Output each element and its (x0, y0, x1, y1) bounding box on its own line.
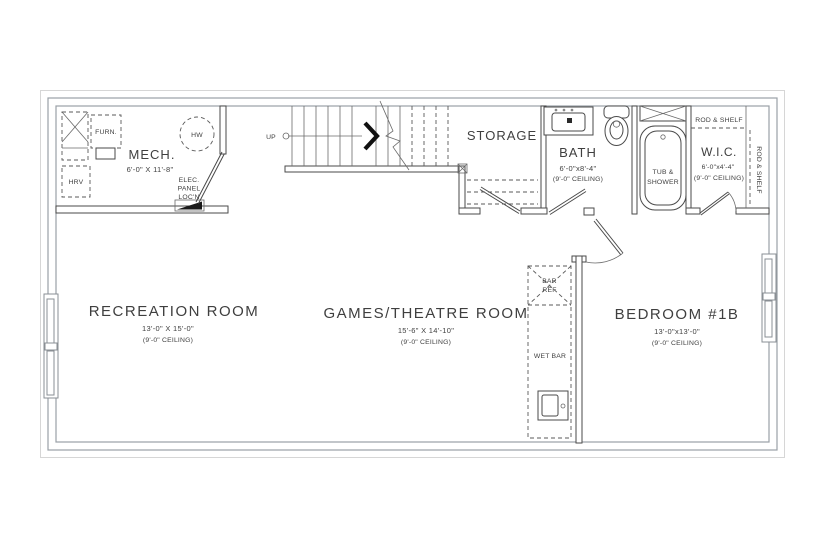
bedroom-dims: 13'-0"x13'-0" (654, 327, 700, 336)
mech-bottom-wall (56, 206, 228, 213)
wic-bottom-wall-left (686, 208, 700, 214)
storage-bottom-wall (459, 208, 480, 214)
hrv-label: HRV (68, 179, 84, 186)
storage-name: STORAGE (466, 128, 538, 143)
tub-wic-wall (686, 106, 691, 214)
bath-door (549, 189, 586, 215)
stair-break-line (380, 101, 409, 170)
bedroom-door-swing (586, 253, 623, 263)
mech-right-wall (220, 106, 226, 154)
staircase (266, 101, 448, 170)
window-left (44, 294, 58, 398)
stair-treads-hidden (412, 106, 448, 166)
tub-shower (640, 106, 686, 210)
bath-name: BATH (559, 145, 597, 160)
bar-ref-label-1: BAR (542, 278, 557, 285)
stair-direction-arrow (365, 123, 377, 149)
vanity-sink (544, 107, 593, 135)
elec-panel-label-2: PANEL (177, 185, 201, 193)
elec-panel-label-1: ELEC. (178, 177, 200, 184)
mech-dims: 6'-0" X 11'-8" (126, 165, 174, 174)
wic-name: W.I.C. (701, 145, 737, 159)
storage-door (480, 187, 520, 214)
games-ceiling: (9'-0" CEILING) (400, 339, 452, 346)
bar-ref-label-2: REF (542, 287, 557, 294)
elec-panel-label-3: LOC'N (178, 194, 200, 201)
stairs-up-label: UP (266, 134, 276, 141)
mech-room-label (127, 147, 176, 174)
toilet (604, 106, 629, 146)
wic-door-swing (728, 192, 736, 211)
bedroom-ceiling: (9'-0" CEILING) (651, 340, 703, 347)
wet-bar-label: WET BAR (533, 353, 567, 360)
recreation-room-label (89, 303, 260, 344)
stair-bottom-wall (285, 166, 462, 172)
recreation-name: RECREATION ROOM (88, 303, 260, 320)
bath-label (553, 145, 603, 183)
wic-dims: 6'-0"x4'-4" (701, 164, 735, 171)
wic-ceiling: (9'-0" CEILING) (693, 175, 745, 182)
bath-dims: 6'-0"x8'-4" (559, 164, 597, 173)
recreation-dims: 13'-0" X 15'-0" (142, 324, 194, 333)
rod-shelf-side-label: ROD & SHELF (755, 146, 762, 194)
bedroom-name: BEDROOM #1B (614, 306, 740, 323)
tub-line2: SHOWER (647, 179, 679, 186)
hw-label: HW (191, 132, 203, 139)
games-room-label (323, 305, 528, 346)
hall-wall-segment (521, 208, 547, 214)
wic-bottom-wall-right (736, 208, 769, 214)
mech-name: MECH. (128, 147, 176, 162)
wic-label (694, 117, 762, 194)
ac-coil-outline (62, 112, 88, 160)
games-dims: 15'-6" X 14'-10" (397, 326, 455, 335)
bedroom-west-wall (576, 256, 582, 443)
bedroom-door-jamb (584, 208, 594, 215)
mech-door (196, 152, 225, 204)
bar-sink (538, 391, 568, 420)
wic-door (700, 192, 736, 215)
furnace-label: FURN. (95, 129, 117, 136)
window-right (762, 254, 776, 342)
bath-ceiling: (9'-0" CEILING) (552, 176, 604, 183)
recreation-ceiling: (9'-0" CEILING) (142, 337, 194, 344)
tub-line1: TUB & (652, 169, 674, 176)
bedroom-label (615, 306, 740, 347)
rod-shelf-top-label: ROD & SHELF (695, 117, 743, 124)
bedroom-door (586, 219, 623, 263)
games-name: GAMES/THEATRE ROOM (323, 305, 529, 322)
bath-tub-wall (632, 106, 637, 214)
furnace-plenum (96, 148, 115, 159)
wet-bar (528, 266, 571, 438)
